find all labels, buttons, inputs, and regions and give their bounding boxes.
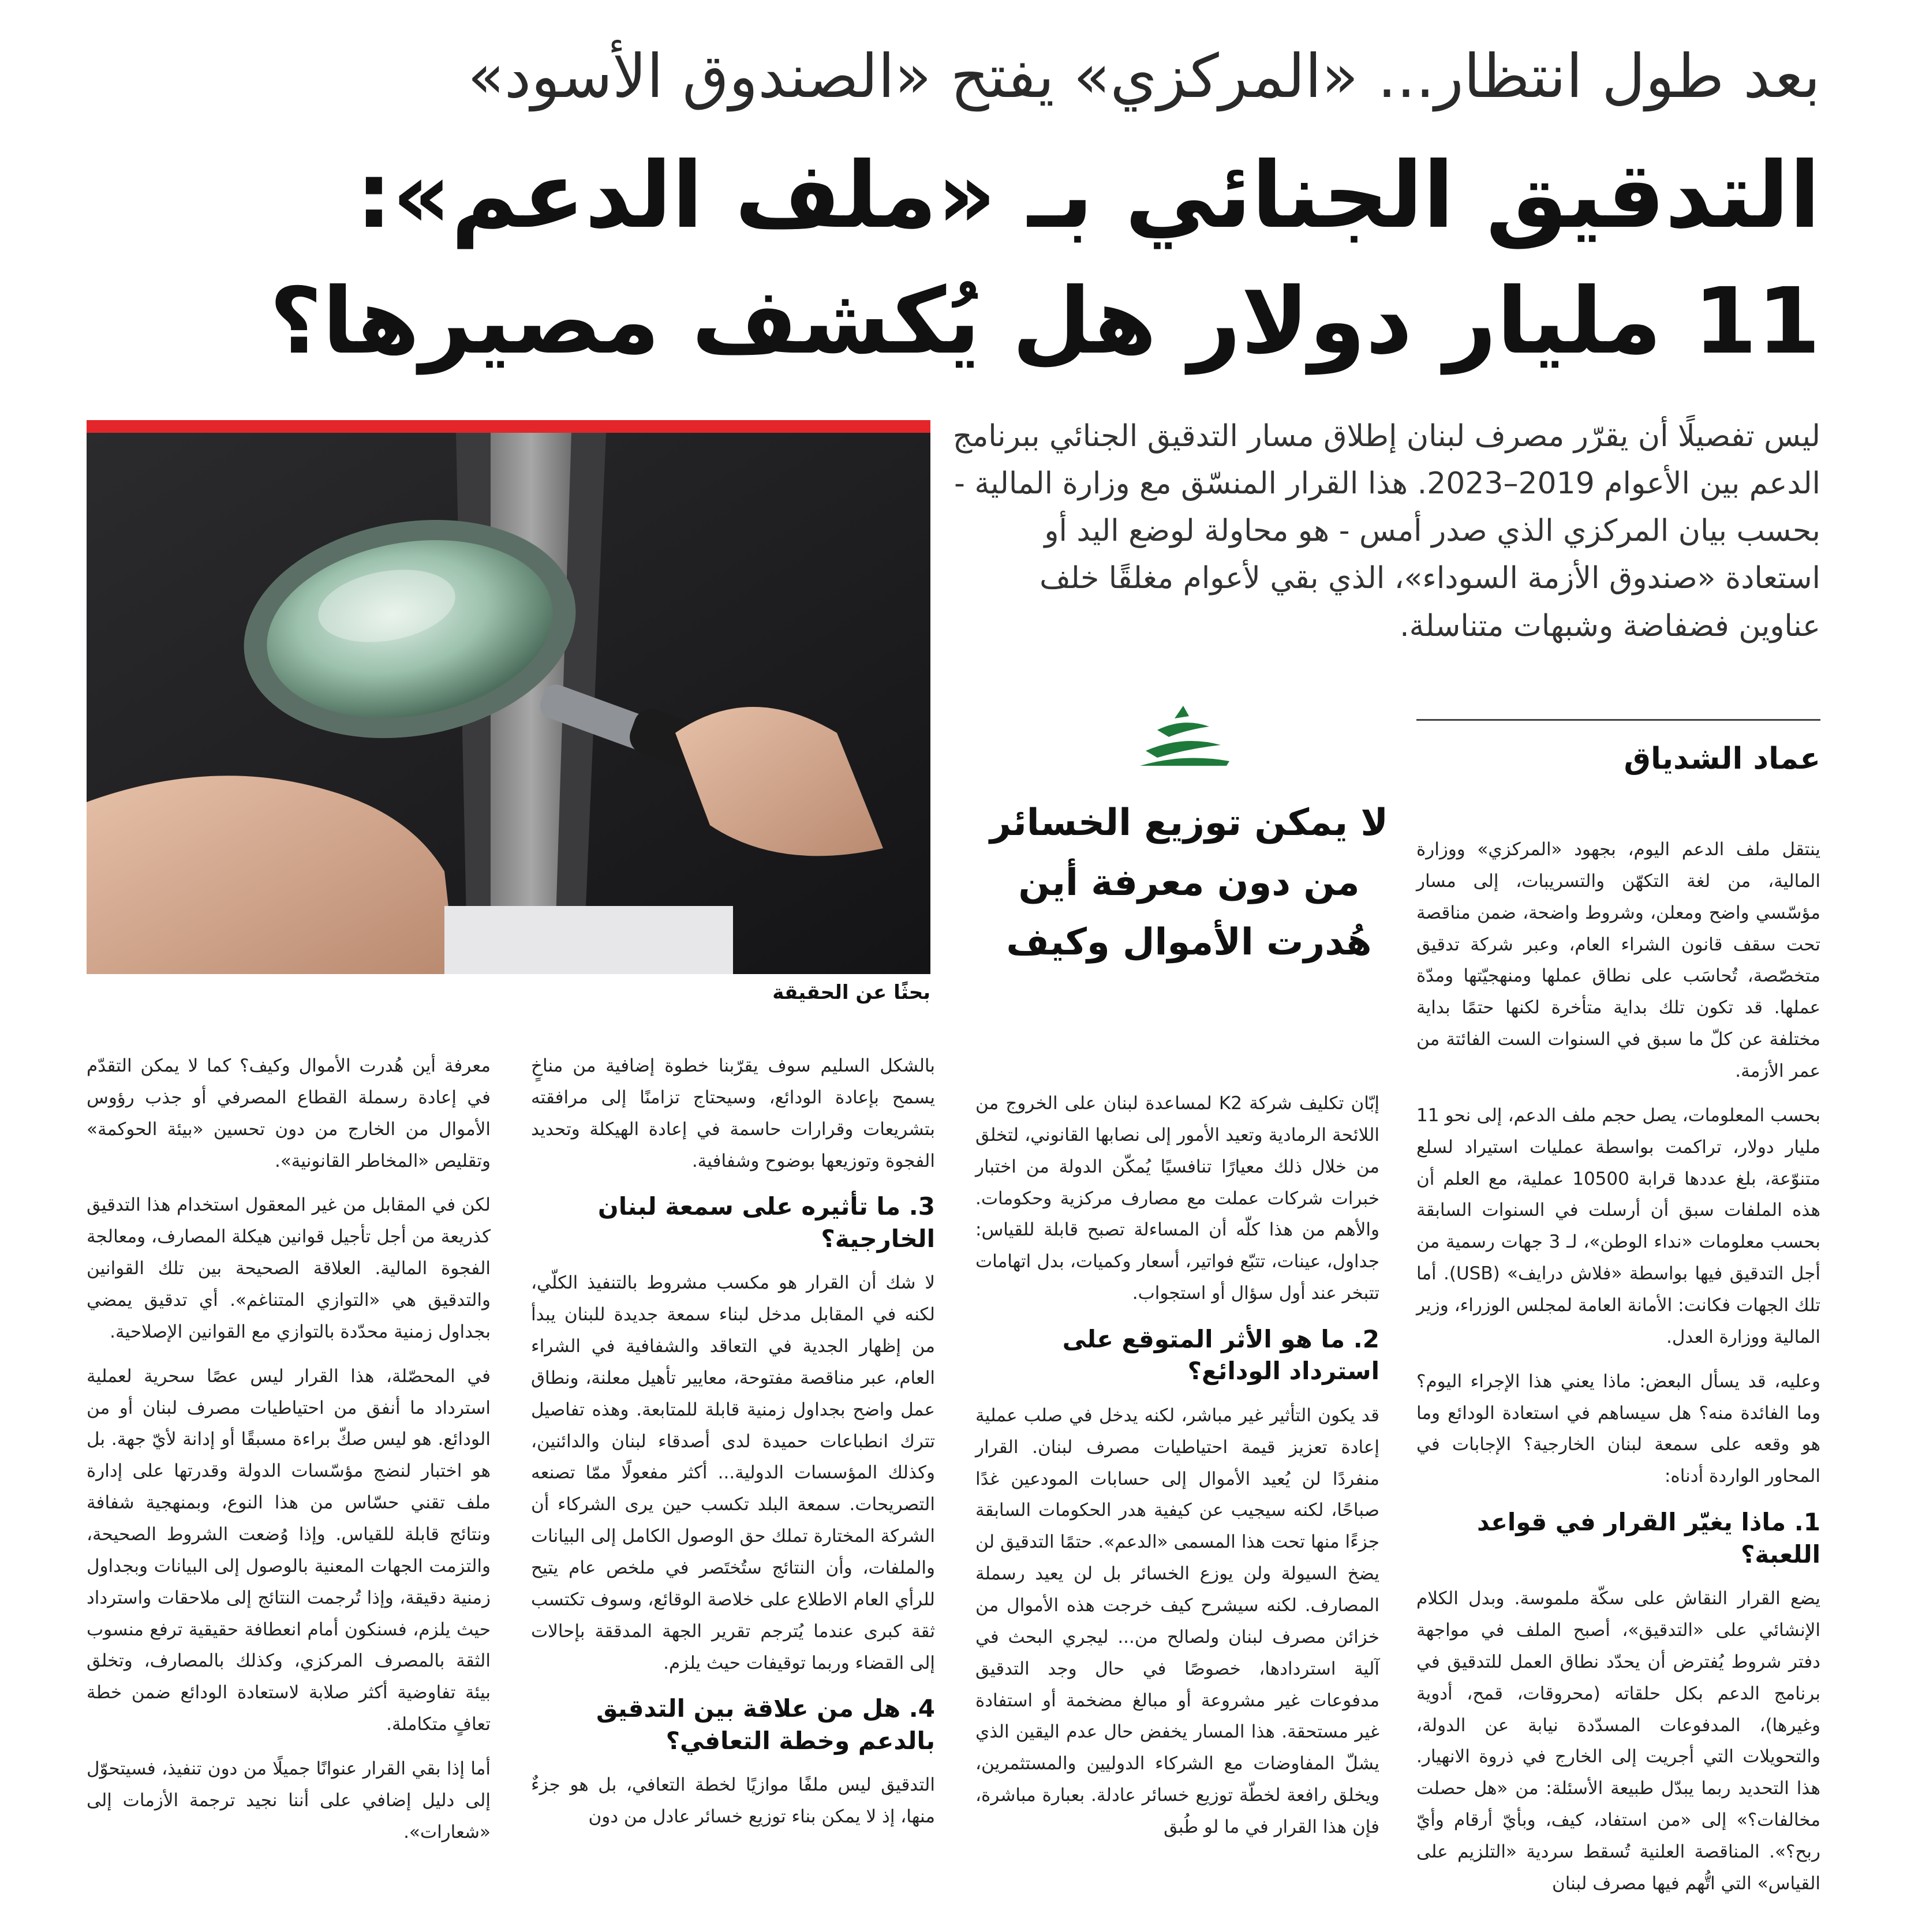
paragraph: أما إذا بقي القرار عنوانًا جميلًا من دون تنفيذ، فسيتحوّل إلى دليل إضافي على أننا نجيد ترجمة الأزمات إلى «شعارات». <box>87 1758 491 1843</box>
article-photo <box>87 433 930 974</box>
author-name: عماد الشدياق <box>1624 742 1820 776</box>
article-column-1 <box>1416 834 1820 1912</box>
article-column-2 <box>975 1088 1379 1856</box>
paragraph: وعليه، قد يسأل البعض: ماذا يعني هذا الإجراء اليوم؟ وما الفائدة منه؟ هل سيساهم في استعادة الودائع وما هو وقعه على سمعة لبنان الخارجية؟ الإجابات في المحاور الواردة أدناه: <box>1416 1371 1820 1487</box>
paragraph: لكن في المقابل من غير المعقول استخدام هذا التدقيق كذريعة من أجل تأجيل قوانين هيكلة المصارف، ومعالجة الفجوة المالية. العلاقة الصحيحة بين تلك القوانين والتدقيق هي «التوازي المتناغم». أي تدقيق يمضي بجداول زمنية محدّدة بالتوازي مع القوانين الإصلاحية. <box>87 1195 491 1342</box>
paragraph: إبّان تكليف شركة K2 لمساعدة لبنان على الخروج من اللائحة الرمادية وتعيد الأمور إلى نصابها القانوني، لتخلق من خلال ذلك معيارًا تنافسيًا يُمكّن الدولة من اختبار خبرات شركات عملت مع مصارف مركزية وحكومات. والأهم من هذا كلّه أن المساءلة تصبح قابلة للقياس: جداول، عينات، تتبّع فواتير، أسعار وكميات، بدل اتهامات تتبخر عند أول سؤال أو استجواب. <box>975 1093 1379 1304</box>
headline-line-1: التدقيق الجنائي بـ «ملف الدعم»: <box>356 143 1820 249</box>
article-lead: ليس تفصيلًا أن يقرّر مصرف لبنان إطلاق مسار التدقيق الجنائي ببرنامج الدعم بين الأعوام 2019–2023. هذا القرار المنسّق مع وزارة المالية - بحسب بيان المركزي الذي صدر أمس - هو محاولة لوضع اليد أو استعادة «صندوق الأزمة السوداء»، الذي بقي لأعوام مغلقًا خلف عناوين فضفاضة وشبهات متناسلة. <box>952 419 1820 643</box>
section-heading: 1. ماذا يغيّر القرار في قواعد اللعبة؟ <box>1476 1508 1820 1568</box>
article-column-4 <box>87 1050 491 1861</box>
paragraph: معرفة أين هُدرت الأموال وكيف؟ كما لا يمكن التقدّم في إعادة رسملة القطاع المصرفي أو جذب رؤوس الأموال من الخارج من دون تحسين «بيئة الحوكمة» وتقليص «المخاطر القانونية». <box>87 1055 491 1171</box>
paragraph: لا شك أن القرار هو مكسب مشروط بالتنفيذ الكلّي، لكنه في المقابل مدخل لبناء سمعة جديدة للبنان يبدأ من إظهار الجدية في التعاقد والشفافية في الشراء العام، عبر مناقصة مفتوحة، معايير تأهيل معلنة، ونطاق عمل واضح بجداول زمنية قابلة للمتابعة. وهذه تفاصيل تترك انطباعات حميدة لدى أصدقاء لبنان والدائنين، وكذلك المؤسسات الدولية... أكثر مفعولًا ممّا تصنعه التصريحات. سمعة البلد تكسب حين يرى الشركاء أن الشركة المختارة تملك حق الوصول الكامل إلى البيانات والملفات، وأن النتائج ستُختَصر في ملخص عام يتيح للرأي العام الاطلاع على خلاصة الوقائع، وسوف تكتسب ثقة كبرى عندما يُترجم تقرير الجهة المدققة بإحالات إلى القضاء وربما توقيفات حيث يلزم. <box>531 1272 935 1673</box>
photo-accent-bar <box>87 420 930 433</box>
paragraph: بالشكل السليم سوف يقرّبنا خطوة إضافية من مناخٍ يسمح بإعادة الودائع، وسيحتاج تزامنًا إلى مرافقته بتشريعات وقرارات حاسمة في إعادة الهيكلة وتحديد الفجوة وتوزيعها بوضوح وشفافية. <box>531 1055 935 1171</box>
section-heading: 4. هل من علاقة بين التدقيق بالدعم وخطة التعافي؟ <box>596 1694 935 1755</box>
section-heading: 2. ما هو الأثر المتوقع على استرداد الودائع؟ <box>1062 1325 1379 1386</box>
paragraph: في المحصّلة، هذا القرار ليس عصًا سحرية لعملية استرداد ما أنفق من احتياطيات مصرف لبنان أو من الودائع. هو ليس صكّ براءة مسبقًا أو إدانة لأيّ جهة. بل هو اختبار لنضج مؤسّسات الدولة وقدرتها على إدارة ملف تقني حسّاس من هذا النوع، وبمنهجية شفافة ونتائج قابلة للقياس. وإذا وُضعت الشروط الصحيحة، والتزمت الجهات المعنية بالوصول إلى البيانات وبجداول زمنية دقيقة، وإذا تُرجمت النتائج إلى ملاحقات واسترداد حيث يلزم، فسنكون أمام انعطافة حقيقية ترفع منسوب الثقة بالمصرف المركزي، وكذلك بالمصارف، وتخلق بيئة تفاوضية أكثر صلابة لاستعادة الودائع ضمن خطة تعافٍ متكاملة. <box>87 1365 491 1735</box>
headline-line-2: 11 مليار دولار هل يُكشف مصيرها؟ <box>269 268 1820 375</box>
article-kicker: بعد طول انتظار... «المركزي» يفتح «الصندوق الأسود» <box>468 41 1820 111</box>
paragraph: قد يكون التأثير غير مباشر، لكنه يدخل في صلب عملية إعادة تعزيز قيمة احتياطيات مصرف لبنان. القرار منفردًا لن يُعيد الأموال إلى حسابات المودعين غدًا صباحًا، لكنه سيجيب عن كيفية هدر الحكومات السابقة جزءًا منها تحت هذا المسمى «الدعم». حتمًا التدقيق لن يضخ السيولة ولن يوزع الخسائر بل لن يعيد رسملة المصارف. لكنه سيشرح كيف خرجت هذه الأموال من خزائن مصرف لبنان ولصالح من... ليجري البحث في آلية استردادها، خصوصًا في حال وجد التدقيق مدفوعات غير مشروعة أو مبالغ مضخمة أو استفادة غير مستحقة. هذا المسار يخفض حال عدم اليقين الذي يشلّ المفاوضات مع الشركاء الدوليين والمستثمرين، ويخلق رافعة لخطّة توزيع خسائر عادلة. بعبارة مباشرة، فإن هذا القرار في ما لو طُبق <box>975 1405 1379 1838</box>
section-heading: 3. ما تأثيره على سمعة لبنان الخارجية؟ <box>597 1192 935 1253</box>
photo-caption: بحثًا عن الحقيقة <box>772 981 930 1004</box>
author-divider <box>1416 719 1820 721</box>
paragraph: بحسب المعلومات، يصل حجم ملف الدعم، إلى نحو 11 مليار دولار، تراكمت بواسطة عمليات استيراد لسلع متنوّعة، بلغ عددها قرابة 10500 عملية، مع العلم أن هذه الملفات سبق أن أرسلت في السنوات السابقة بحسب معلومات «نداء الوطن»، لـ 3 جهات رسمية من أجل التدقيق فيها بواسطة «فلاش درايف» (USB). أما تلك الجهات فكانت: الأمانة العامة لمجلس الوزراء، وزير المالية ووزارة العدل. <box>1416 1104 1821 1347</box>
pull-quote: لا يمكن توزيع الخسائر من دون معرفة أين هُدرت الأموال وكيف <box>989 802 1389 964</box>
cedar-tree-icon <box>1134 701 1232 770</box>
article-column-3 <box>531 1050 935 1845</box>
paragraph: يضع القرار النقاش على سكّة ملموسة. وبدل الكلام الإنشائي على «التدقيق»، أصبح الملف في مواجهة دفتر شروط يُفترض أن يحدّد نطاق العمل للتدقيق في برنامج الدعم بكل حلقاته (محروقات، قمح، أدوية وغيرها)، المدفوعات المسدّدة نيابة عن الدولة، والتحويلات التي أجريت إلى الخارج في ذروة الانهيار. هذا التحديد ربما يبدّل طبيعة الأسئلة: من «هل حصلت مخالفات؟» إلى «من استفاد، كيف، وبأيّ أرقام وأيّ ربح؟». المناقصة العلنية تُسقط سردية «التلزيم على القياس» التي اتُّهم فيها مصرف لبنان <box>1416 1588 1820 1894</box>
magnifying-glass-photo <box>87 433 930 974</box>
paragraph: التدقيق ليس ملفًا موازيًا لخطة التعافي، بل هو جزءٌ منها، إذ لا يمكن بناء توزيع خسائر عادل من دون <box>531 1774 935 1828</box>
article-headline <box>89 133 1820 384</box>
paragraph: ينتقل ملف الدعم اليوم، بجهود «المركزي» ووزارة المالية، من لغة التكهّن والتسريبات، إلى مسار مؤسّسي واضح ومعلن، وشروط واضحة، ضمن مناقصة تحت سقف قانون الشراء العام، وعبر شركة تدقيق متخصّصة، تُحاسَب على نطاق عملها ومنهجيّتها ومدّة عملها. قد تكون تلك بداية متأخرة لكنها حتمًا بداية مختلفة عن كلّ ما سبق في السنوات الست الفائتة من عمر الأزمة. <box>1416 839 1820 1082</box>
